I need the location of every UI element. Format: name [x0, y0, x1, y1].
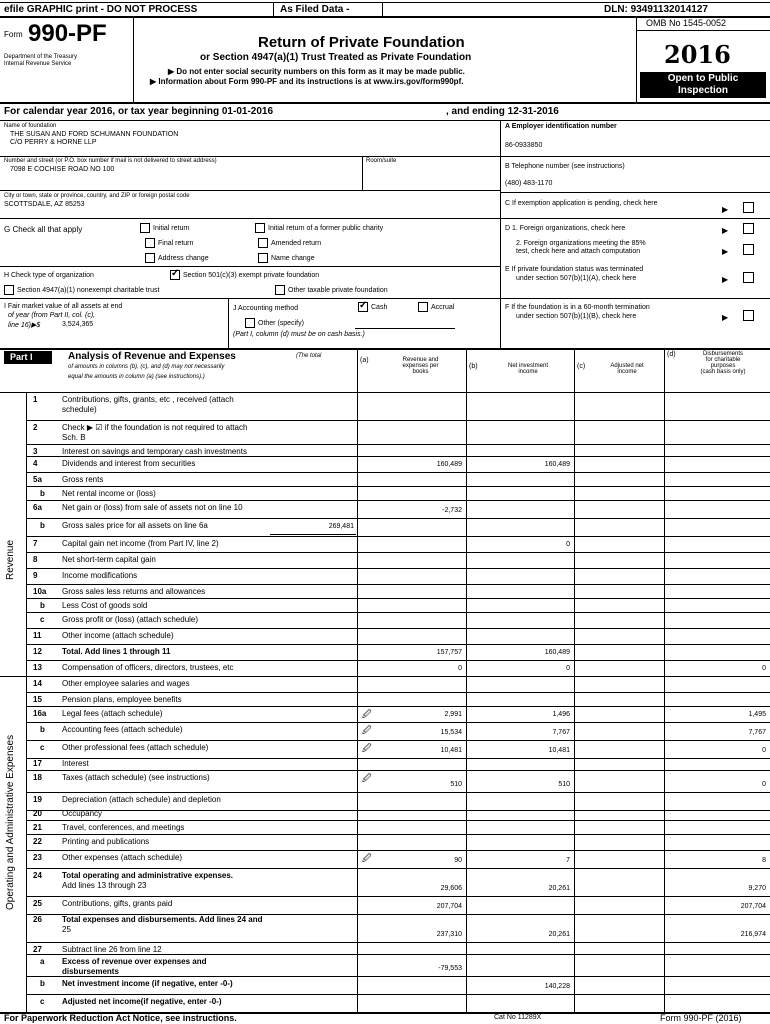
city-address: SCOTTSDALE, AZ 85253 — [4, 201, 85, 208]
line-label: Income modifications — [62, 571, 138, 580]
attachment-icon[interactable]: 🖉 — [362, 773, 372, 783]
dept-treasury: Department of the Treasury — [4, 54, 78, 60]
row-divider — [26, 758, 770, 759]
part1-desc-3: equal the amounts in column (a) (see instructions).) — [68, 374, 205, 380]
line-number: 7 — [33, 539, 38, 548]
col-c-header-line: income — [617, 369, 637, 375]
amount-col-a: 2,991 — [444, 711, 462, 718]
amount-col-d: 207,704 — [740, 903, 766, 910]
line-number: 18 — [33, 773, 42, 782]
line-number: 10a — [33, 587, 47, 596]
line-label: Gross sales less returns and allowances — [62, 587, 206, 596]
line-label: Net investment income (if negative, enter -0-) — [62, 979, 233, 988]
part1-tag: Part I — [10, 352, 33, 362]
line-label: Net short-term capital gain — [62, 555, 156, 564]
line-number: b — [40, 979, 45, 988]
row-divider — [26, 660, 770, 661]
i-label-2: of year (from Part II, col. (c), — [8, 312, 96, 319]
d2-label-1: 2. Foreign organizations meeting the 85% — [516, 240, 646, 247]
side-revenue-label: Revenue — [5, 539, 16, 580]
g-label: G Check all that apply — [4, 225, 83, 234]
row-divider — [26, 942, 770, 943]
line-label-continued: Add lines 13 through 23 — [62, 881, 147, 890]
line-number: a — [40, 957, 45, 966]
i-label-3: line 16)▶$ — [8, 322, 41, 329]
line-label: Check ▶ ☑ if the foundation is not required to attach — [62, 423, 248, 432]
foundation-name: THE SUSAN AND FORD SCHUMANN FOUNDATION — [10, 131, 179, 138]
form-title: Return of Private Foundation — [258, 34, 465, 51]
i-fmv-value: 3,524,365 — [62, 321, 94, 328]
j-cash[interactable] — [358, 302, 387, 312]
row-divider — [26, 896, 770, 897]
amount-col-a: 510 — [450, 781, 462, 788]
amount-col-d: 9,270 — [748, 885, 766, 892]
line-label: Compensation of officers, directors, trustees, etc — [62, 663, 234, 672]
line-number: 12 — [33, 647, 42, 656]
room-label: Room/suite — [366, 158, 397, 164]
form-subtitle: or Section 4947(a)(1) Trust Treated as Private Foundation — [200, 52, 472, 63]
open-line2: Inspection — [677, 85, 728, 96]
line-number: b — [40, 521, 45, 530]
line-label: Depreciation (attach schedule) and depletion — [62, 795, 221, 804]
col-c-header-line: Adjusted net — [610, 363, 644, 369]
part1-desc-2: of amounts in columns (b), (c), and (d) may not necessarily — [68, 364, 225, 370]
amount-col-a: 0 — [458, 665, 462, 672]
line-number: 2 — [33, 423, 38, 432]
amount-col-d: 8 — [762, 857, 766, 864]
h-501c3[interactable] — [170, 270, 319, 280]
c-exemption-checkbox[interactable] — [743, 202, 754, 213]
j-label: J Accounting method — [233, 305, 298, 312]
phone-label: B Telephone number (see instructions) — [505, 163, 625, 170]
i-label-1: I Fair market value of all assets at end — [4, 303, 123, 310]
j-other[interactable] — [245, 318, 304, 328]
inline-amount: 269,481 — [328, 523, 354, 530]
line-number: 22 — [33, 837, 42, 846]
arrow-e-icon: ▶ — [722, 275, 729, 284]
line-label: Accounting fees (attach schedule) — [62, 725, 183, 734]
line-label: Less Cost of goods sold — [62, 601, 148, 610]
amount-col-a: -2,732 — [442, 507, 462, 514]
amount-col-b: 160,489 — [544, 461, 570, 468]
f-label-2: under section 507(b)(1)(B), check here — [516, 313, 637, 320]
h-501c3-label: Section 501(c)(3) exempt private foundation — [183, 271, 320, 279]
row-divider — [26, 518, 770, 519]
amount-col-d: 0 — [762, 781, 766, 788]
row-divider — [26, 500, 770, 501]
amount-col-d: 216,974 — [740, 931, 766, 938]
attachment-icon[interactable]: 🖉 — [362, 743, 372, 753]
amount-col-b: 1,496 — [552, 711, 570, 718]
row-divider — [26, 444, 770, 445]
j-other-label: Other (specify) — [258, 319, 304, 327]
amount-col-b: 0 — [566, 665, 570, 672]
line-number: 9 — [33, 571, 38, 580]
row-divider — [26, 868, 770, 869]
row-divider — [26, 954, 770, 955]
amount-col-a: 160,489 — [436, 461, 462, 468]
line-label: Taxes (attach schedule) (see instructions) — [62, 773, 210, 782]
line-number: 5a — [33, 475, 42, 484]
line-label: Excess of revenue over expenses and — [62, 957, 207, 966]
e-label-2: under section 507(b)(1)(A), check here — [516, 275, 637, 282]
col-d-header-line: for charitable — [705, 357, 741, 363]
line-number: 6a — [33, 503, 42, 512]
form-prefix: Form — [4, 30, 23, 39]
g-name-label: Name change — [271, 254, 315, 262]
line-label: Total operating and administrative expenses. — [62, 871, 234, 880]
amount-col-b: 20,261 — [548, 885, 570, 892]
g-initial-label: Initial return — [153, 224, 190, 232]
h-other[interactable] — [275, 285, 388, 295]
amount-col-a: 207,704 — [436, 903, 462, 910]
col-b-header-line: Net investment — [507, 363, 549, 369]
line-number: 17 — [33, 759, 42, 768]
omb-number: OMB No 1545-0052 — [646, 18, 727, 28]
row-divider — [26, 644, 770, 645]
col-b-header — [484, 363, 572, 375]
line-label-continued: 25 — [62, 925, 71, 934]
c-exemption-label: C If exemption application is pending, check here — [505, 200, 658, 207]
h-4947[interactable] — [4, 285, 159, 295]
line-number: 3 — [33, 447, 38, 456]
amount-col-d: 0 — [762, 665, 766, 672]
line-number: 1 — [33, 395, 38, 404]
amount-col-b: 20,261 — [548, 931, 570, 938]
line-number: c — [40, 743, 45, 752]
line-number: 23 — [33, 853, 42, 862]
h-label: H Check type of organization — [4, 272, 94, 279]
attachment-icon[interactable]: 🖉 — [362, 709, 372, 719]
f-label-1: F If the foundation is in a 60-month termination — [505, 304, 650, 311]
name-label: Name of foundation — [4, 123, 57, 129]
amount-col-a: 237,310 — [436, 931, 462, 938]
g-final-label: Final return — [158, 239, 194, 247]
line-label: Contributions, gifts, grants, etc , received (attach — [62, 395, 234, 404]
line-label: Net rental income or (loss) — [62, 489, 156, 498]
row-divider — [26, 568, 770, 569]
e-label-1: E If private foundation status was terminated — [505, 266, 644, 273]
line-label: Interest on savings and temporary cash investments — [62, 447, 247, 456]
amount-col-d: 0 — [762, 747, 766, 754]
j-accrual[interactable] — [418, 302, 454, 312]
g-amended[interactable] — [258, 238, 321, 248]
amount-col-a: 90 — [454, 857, 462, 864]
amount-col-d: 1,495 — [748, 711, 766, 718]
g-final[interactable] — [145, 238, 193, 248]
line-number: 15 — [33, 695, 42, 704]
d1-label: D 1. Foreign organizations, check here — [505, 225, 626, 232]
amount-col-a: 10,481 — [440, 747, 462, 754]
g-initial-former-label: Initial return of a former public charity — [268, 224, 384, 232]
col-d-header-line: purposes — [710, 363, 736, 369]
row-divider — [26, 584, 770, 585]
col-a-header-line: books — [412, 369, 429, 375]
line-label: Total. Add lines 1 through 11 — [62, 647, 171, 656]
row-divider — [26, 722, 770, 723]
line-label: Travel, conferences, and meetings — [62, 823, 185, 832]
col-c-tag: (c) — [577, 363, 586, 370]
g-initial[interactable] — [140, 223, 190, 233]
row-divider — [0, 676, 770, 677]
row-divider — [26, 850, 770, 851]
col-d-tag: (d) — [667, 351, 676, 358]
inline-underline — [270, 534, 356, 535]
col-b-tag: (b) — [469, 363, 478, 370]
line-label: Interest — [62, 759, 89, 768]
row-divider — [26, 770, 770, 771]
arrow-d1-icon: ▶ — [722, 226, 729, 235]
line-number: 20 — [33, 809, 42, 818]
amount-col-b: 160,489 — [544, 649, 570, 656]
amount-col-a: 157,757 — [436, 649, 462, 656]
col-c-header — [592, 363, 662, 375]
form-number: 990-PF — [28, 20, 107, 47]
attachment-icon[interactable]: 🖉 — [362, 853, 372, 863]
part1-title: Analysis of Revenue and Expenses — [68, 351, 236, 362]
e-checkbox[interactable] — [743, 272, 754, 283]
dln-label: DLN: 93491132014127 — [604, 4, 708, 15]
j-cash-label: Cash — [371, 303, 388, 311]
foundation-co: C/O PERRY & HORNE LLP — [10, 139, 97, 146]
footer-cat: Cat No 11289X — [494, 1014, 542, 1021]
row-divider — [26, 486, 770, 487]
line-number: 11 — [33, 631, 42, 640]
row-divider — [26, 792, 770, 793]
col-a-header — [378, 357, 463, 375]
line-label: Gross sales price for all assets on line 6a — [62, 521, 208, 530]
row-divider — [26, 420, 770, 421]
row-divider — [26, 628, 770, 629]
line-number: 21 — [33, 823, 42, 832]
d2-label-2: test, check here and attach computation — [516, 248, 641, 255]
row-divider — [26, 472, 770, 473]
line-label: Other income (attach schedule) — [62, 631, 174, 640]
side-expenses-label: Operating and Administrative Expenses — [5, 734, 16, 910]
h-other-label: Other taxable private foundation — [288, 286, 388, 294]
col-a-header-line: expenses per — [402, 363, 439, 369]
d2-checkbox[interactable] — [743, 244, 754, 255]
dept-irs: Internal Revenue Service — [4, 61, 72, 67]
tax-year-end: , and ending 12-31-2016 — [446, 106, 559, 117]
filed-label: As Filed Data - — [280, 4, 350, 15]
line-number: 27 — [33, 945, 42, 954]
line-number: 4 — [33, 459, 38, 468]
amount-col-a: -79,553 — [438, 965, 462, 972]
line-number: 16a — [33, 709, 47, 718]
g-name[interactable] — [258, 253, 315, 263]
row-divider — [26, 976, 770, 977]
attachment-icon[interactable]: 🖉 — [362, 725, 372, 735]
line-number: c — [40, 615, 45, 624]
col-a-header-line: Revenue and — [402, 357, 439, 363]
line-number: 25 — [33, 899, 42, 908]
line-label: Contributions, gifts, grants paid — [62, 899, 173, 908]
arrow-f-icon: ▶ — [722, 313, 729, 322]
row-divider — [26, 810, 770, 811]
ein-value: 86-0933850 — [505, 142, 543, 149]
line-label: Other professional fees (attach schedule) — [62, 743, 209, 752]
amount-col-b: 510 — [558, 781, 570, 788]
tax-year-begin: For calendar year 2016, or tax year beginning 01-01-2016 — [4, 106, 274, 117]
line-label: Total expenses and disbursements. Add lines 24 and — [62, 915, 263, 924]
amount-col-b: 10,481 — [548, 747, 570, 754]
h-4947-label: Section 4947(a)(1) nonexempt charitable trust — [17, 286, 160, 294]
city-label: City or town, state or province, country, and ZIP or foreign postal code — [4, 193, 190, 199]
row-divider — [26, 706, 770, 707]
amount-col-d: 7,767 — [748, 729, 766, 736]
line-label-continued: Sch. B — [62, 433, 86, 442]
line-number: 14 — [33, 679, 42, 688]
col-d-header-line: Disbursements — [702, 351, 743, 357]
line-number: 24 — [33, 871, 42, 880]
line-number: 13 — [33, 663, 42, 672]
footer-paperwork: For Paperwork Reduction Act Notice, see instructions. — [4, 1013, 237, 1023]
line-label: Gross profit or (loss) (attach schedule) — [62, 615, 199, 624]
col-b-header-line: income — [518, 369, 538, 375]
row-divider — [26, 612, 770, 613]
line-label: Dividends and interest from securities — [62, 459, 196, 468]
line-label: Net gain or (loss) from sale of assets not on line 10 — [62, 503, 243, 512]
line-label-continued: schedule) — [62, 405, 97, 414]
line-label: Subtract line 26 from line 12 — [62, 945, 162, 954]
info-note: ▶ Information about Form 990-PF and its instructions is at www.irs.gov/form990pf. — [150, 77, 464, 86]
line-number: b — [40, 725, 45, 734]
line-number: 19 — [33, 795, 42, 804]
line-label-continued: disbursements — [62, 967, 119, 976]
line-label: Pension plans, employee benefits — [62, 695, 182, 704]
row-divider — [26, 598, 770, 599]
amount-col-b: 140,228 — [544, 983, 570, 990]
g-address[interactable] — [145, 253, 209, 263]
line-label: Legal fees (attach schedule) — [62, 709, 163, 718]
ein-label: A Employer identification number — [505, 123, 617, 130]
efile-label: efile GRAPHIC print - DO NOT PROCESS — [4, 4, 198, 15]
row-divider — [26, 456, 770, 457]
line-number: 26 — [33, 915, 42, 924]
amount-col-b: 7 — [566, 857, 570, 864]
row-divider — [26, 536, 770, 537]
col-d-header — [678, 351, 768, 375]
j-accrual-label: Accrual — [431, 303, 455, 311]
open-line1: Open to Public — [667, 73, 739, 84]
line-number: c — [40, 997, 45, 1006]
line-label: Occupancy — [62, 809, 103, 818]
amount-col-a: 15,534 — [440, 729, 462, 736]
line-number: 8 — [33, 555, 38, 564]
amount-col-a: 29,606 — [440, 885, 462, 892]
row-divider — [26, 552, 770, 553]
street-address: 7098 E COCHISE ROAD NO 100 — [10, 166, 115, 173]
g-amended-label: Amended return — [271, 239, 322, 247]
g-initial-former[interactable] — [255, 223, 383, 233]
line-label: Printing and publications — [62, 837, 150, 846]
line-number: b — [40, 489, 45, 498]
row-divider — [26, 740, 770, 741]
line-label: Capital gain net income (from Part IV, line 2) — [62, 539, 219, 548]
phone-value: (480) 483-1170 — [505, 180, 553, 187]
line-label: Adjusted net income(if negative, enter -0-) — [62, 997, 222, 1006]
line-label: Gross rents — [62, 475, 104, 484]
line-label: Other employee salaries and wages — [62, 679, 190, 688]
f-checkbox[interactable] — [743, 310, 754, 321]
ssn-note: ▶ Do not enter social security numbers on this form as it may be made public. — [168, 67, 465, 76]
line-label: Other expenses (attach schedule) — [62, 853, 183, 862]
col-a-tag: (a) — [360, 357, 369, 364]
footer-form: Form 990-PF (2016) — [660, 1013, 742, 1023]
amount-col-b: 7,767 — [552, 729, 570, 736]
j-note: (Part I, column (d) must be on cash basis.) — [233, 331, 365, 338]
g-address-label: Address change — [158, 254, 209, 262]
row-divider — [26, 692, 770, 693]
tax-year: 2016 — [664, 40, 731, 69]
street-label: Number and street (or P.O. box number if mail is not delivered to street address) — [4, 158, 217, 164]
d1-checkbox[interactable] — [743, 223, 754, 234]
col-d-header-line: (cash basis only) — [700, 369, 746, 375]
row-divider — [26, 834, 770, 835]
row-divider — [26, 994, 770, 995]
part1-desc-1: (The total — [296, 353, 322, 359]
amount-col-b: 0 — [566, 541, 570, 548]
arrow-c-icon: ▶ — [722, 205, 729, 214]
line-number: b — [40, 601, 45, 610]
arrow-d2-icon: ▶ — [722, 247, 729, 256]
row-divider — [26, 820, 770, 821]
